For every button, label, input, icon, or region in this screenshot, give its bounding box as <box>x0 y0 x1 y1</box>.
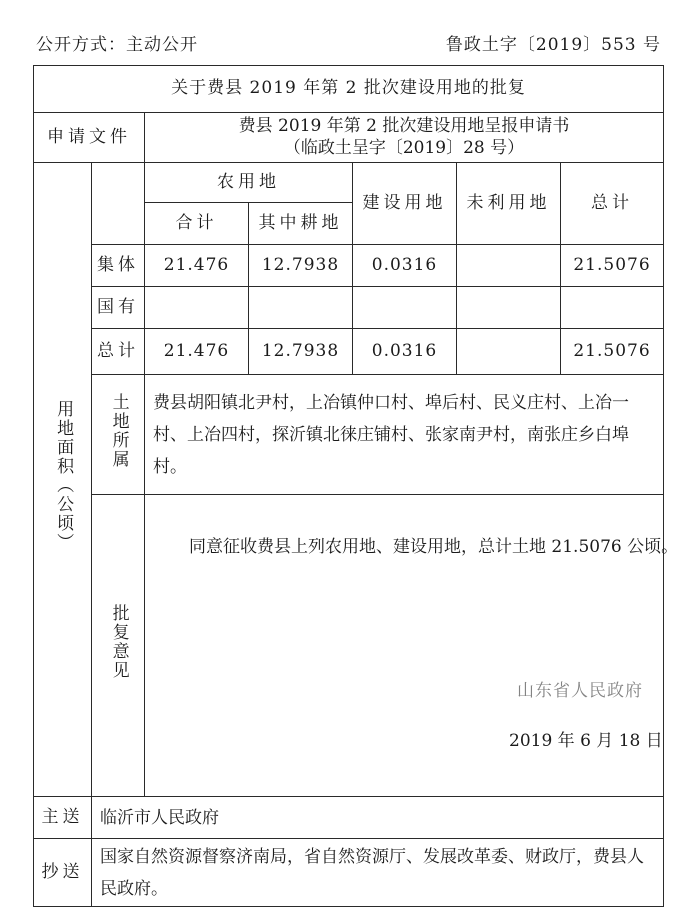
cell-total <box>561 287 664 329</box>
cc-label: 抄送 <box>34 839 92 907</box>
cell-construction: 0.0316 <box>353 329 457 375</box>
header-blank <box>92 163 145 245</box>
approval-label: 批复意见 <box>92 495 145 797</box>
row-label: 总计 <box>92 329 145 375</box>
cell-total: 21.5076 <box>561 245 664 287</box>
table-row <box>34 287 664 329</box>
table-row <box>34 245 664 287</box>
disclosure-method: 公开方式：主动公开 <box>36 35 198 55</box>
application-label: 申请文件 <box>34 113 145 163</box>
header-unused-land: 未利用地 <box>457 163 561 245</box>
approval-date: 2019 年 6 月 18 日 <box>509 731 663 751</box>
approval-table <box>33 65 679 907</box>
application-line-1: 费县 2019 年第 2 批次建设用地呈报申请书 <box>238 116 570 137</box>
cc-value: 国家自然资源督察济南局，省自然资源厅、发展改革委、财政厅，费县人民政府。 <box>92 839 664 907</box>
cell-farmland <box>249 287 353 329</box>
cell-construction <box>353 287 457 329</box>
location-text: 费县胡阳镇北尹村，上冶镇仲口村、埠后村、民义庄村、上冶一村、上冶四村，探沂镇北徕庄铺村、张家南尹村，南张庄乡白埠村。 <box>145 375 664 495</box>
send-to-label: 主送 <box>34 797 92 839</box>
row-label: 国有 <box>92 287 145 329</box>
table-row <box>34 329 664 375</box>
cell-unused <box>457 287 561 329</box>
send-to-value: 临沂市人民政府 <box>92 797 664 839</box>
cell-farmland: 12.7938 <box>249 329 353 375</box>
cell-total: 21.5076 <box>561 329 664 375</box>
cell-unused <box>457 329 561 375</box>
cell-subtotal: 21.476 <box>145 329 249 375</box>
cell-unused <box>457 245 561 287</box>
row-label: 集体 <box>92 245 145 287</box>
header-subtotal: 合计 <box>145 203 249 245</box>
application-line-2: （临政土呈字〔2019〕28 号） <box>283 137 525 158</box>
header-farmland: 其中耕地 <box>249 203 353 245</box>
cell-construction: 0.0316 <box>353 245 457 287</box>
land-area-label: 用地面积（公顷） <box>34 163 92 797</box>
document-number: 鲁政土字〔2019〕553 号 <box>445 35 661 55</box>
header-total: 总计 <box>561 163 664 245</box>
cell-subtotal <box>145 287 249 329</box>
header-agricultural-land: 农用地 <box>145 163 353 203</box>
header-construction-land: 建设用地 <box>353 163 457 245</box>
document-title: 关于费县 2019 年第 2 批次建设用地的批复 <box>34 66 664 113</box>
approval-opinion <box>145 495 679 797</box>
application-file <box>145 113 664 163</box>
cell-farmland: 12.7938 <box>249 245 353 287</box>
cell-subtotal: 21.476 <box>145 245 249 287</box>
location-label: 土地所属 <box>92 375 145 495</box>
approval-text: 同意征收费县上列农用地、建设用地，总计土地 21.5076 公顷。 <box>189 537 679 557</box>
official-seal: 山东省人民政府 <box>517 681 643 701</box>
